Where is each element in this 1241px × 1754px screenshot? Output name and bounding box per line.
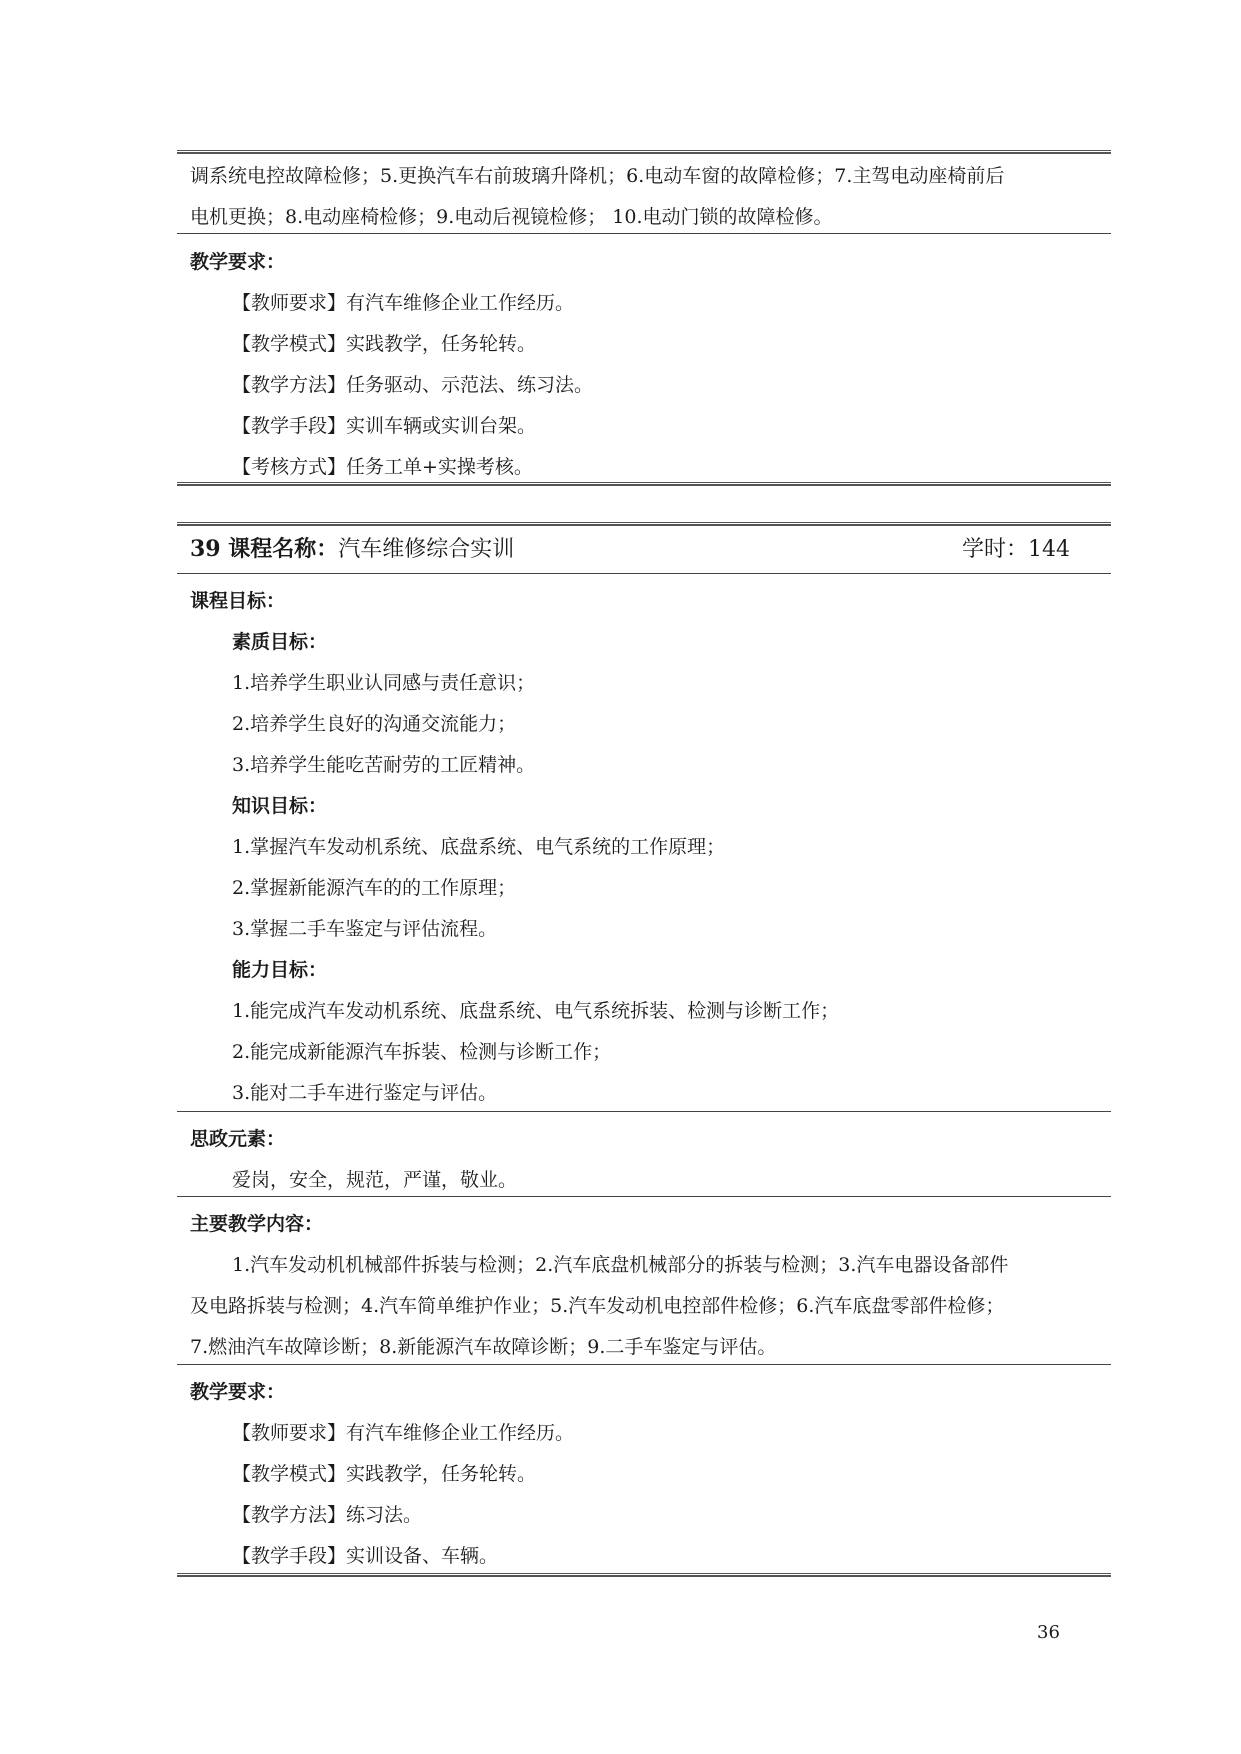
hours-value: 144 xyxy=(1028,537,1070,562)
ideology-text: 爱岗，安全，规范，严谨，敬业。 xyxy=(232,1169,518,1191)
course-number-label: 39 课程名称： xyxy=(190,536,339,562)
page-number: 36 xyxy=(1037,1622,1060,1643)
course-hours xyxy=(962,532,1070,563)
content-line-2: 及电路拆装与检测；4.汽车简单维护作业；5.汽车发动机电控部件检修；6.汽车底盘零部件检修； xyxy=(190,1295,1005,1317)
requirement-means: 【教学手段】实训设备、车辆。 xyxy=(232,1545,499,1567)
bottom-double-rule xyxy=(177,1573,1111,1577)
quality-heading: 素质目标： xyxy=(232,631,328,653)
divider xyxy=(177,1196,1111,1197)
content-line-3: 7.燃油汽车故障诊断；8.新能源汽车故障诊断；9.二手车鉴定与评估。 xyxy=(190,1336,777,1358)
hours-label: 学时： xyxy=(961,537,1028,562)
quality-goal-1: 1.培养学生职业认同感与责任意识； xyxy=(232,672,536,694)
prev-content-line-2: 电机更换；8.电动座椅检修；9.电动后视镜检修； 10.电动门锁的故障检修。 xyxy=(190,206,833,228)
content-heading: 主要教学内容： xyxy=(190,1213,324,1235)
requirements-heading: 教学要求： xyxy=(190,1381,286,1403)
knowledge-goal-1: 1.掌握汽车发动机系统、底盘系统、电气系统的工作原理； xyxy=(232,836,726,858)
ideology-heading: 思政元素： xyxy=(190,1128,286,1150)
requirement-mode: 【教学模式】实践教学，任务轮转。 xyxy=(232,1463,537,1485)
prev-requirement-assessment: 【考核方式】任务工单+实操考核。 xyxy=(232,456,533,478)
prev-requirements-heading: 教学要求： xyxy=(190,251,286,273)
prev-requirement-means: 【教学手段】实训车辆或实训台架。 xyxy=(232,415,537,437)
ability-goal-3: 3.能对二手车进行鉴定与评估。 xyxy=(232,1082,498,1104)
course-name: 汽车维修综合实训 xyxy=(338,537,515,562)
course-start-double-rule xyxy=(177,522,1111,526)
divider xyxy=(177,1364,1111,1365)
ability-goal-1: 1.能完成汽车发动机系统、底盘系统、电气系统拆装、检测与诊断工作； xyxy=(232,1000,840,1022)
knowledge-goal-3: 3.掌握二手车鉴定与评估流程。 xyxy=(232,918,498,940)
requirement-teacher: 【教师要求】有汽车维修企业工作经历。 xyxy=(232,1422,575,1444)
prev-requirement-method: 【教学方法】任务驱动、示范法、练习法。 xyxy=(232,374,594,396)
quality-goal-3: 3.培养学生能吃苦耐劳的工匠精神。 xyxy=(232,754,536,776)
requirement-method: 【教学方法】练习法。 xyxy=(232,1504,423,1526)
knowledge-heading: 知识目标： xyxy=(232,795,328,817)
content-line-1: 1.汽车发动机机械部件拆装与检测；2.汽车底盘机械部分的拆装与检测；3.汽车电器设备部件 xyxy=(232,1254,1009,1276)
divider xyxy=(177,233,1111,234)
prev-content-line-1: 调系统电控故障检修；5.更换汽车右前玻璃升降机；6.电动车窗的故障检修；7.主驾电动座椅前后 xyxy=(190,165,1005,187)
prev-requirement-mode: 【教学模式】实践教学，任务轮转。 xyxy=(232,333,537,355)
course-title xyxy=(190,532,514,563)
course-title-row xyxy=(190,532,1070,562)
divider xyxy=(177,573,1111,574)
ability-heading: 能力目标： xyxy=(232,959,328,981)
ability-goal-2: 2.能完成新能源汽车拆装、检测与诊断工作； xyxy=(232,1041,612,1063)
top-double-rule xyxy=(177,150,1111,154)
goals-heading: 课程目标： xyxy=(190,590,286,612)
quality-goal-2: 2.培养学生良好的沟通交流能力； xyxy=(232,713,517,735)
divider xyxy=(177,1111,1111,1112)
section-end-double-rule xyxy=(177,482,1111,486)
prev-requirement-teacher: 【教师要求】有汽车维修企业工作经历。 xyxy=(232,292,575,314)
knowledge-goal-2: 2.掌握新能源汽车的的工作原理； xyxy=(232,877,517,899)
